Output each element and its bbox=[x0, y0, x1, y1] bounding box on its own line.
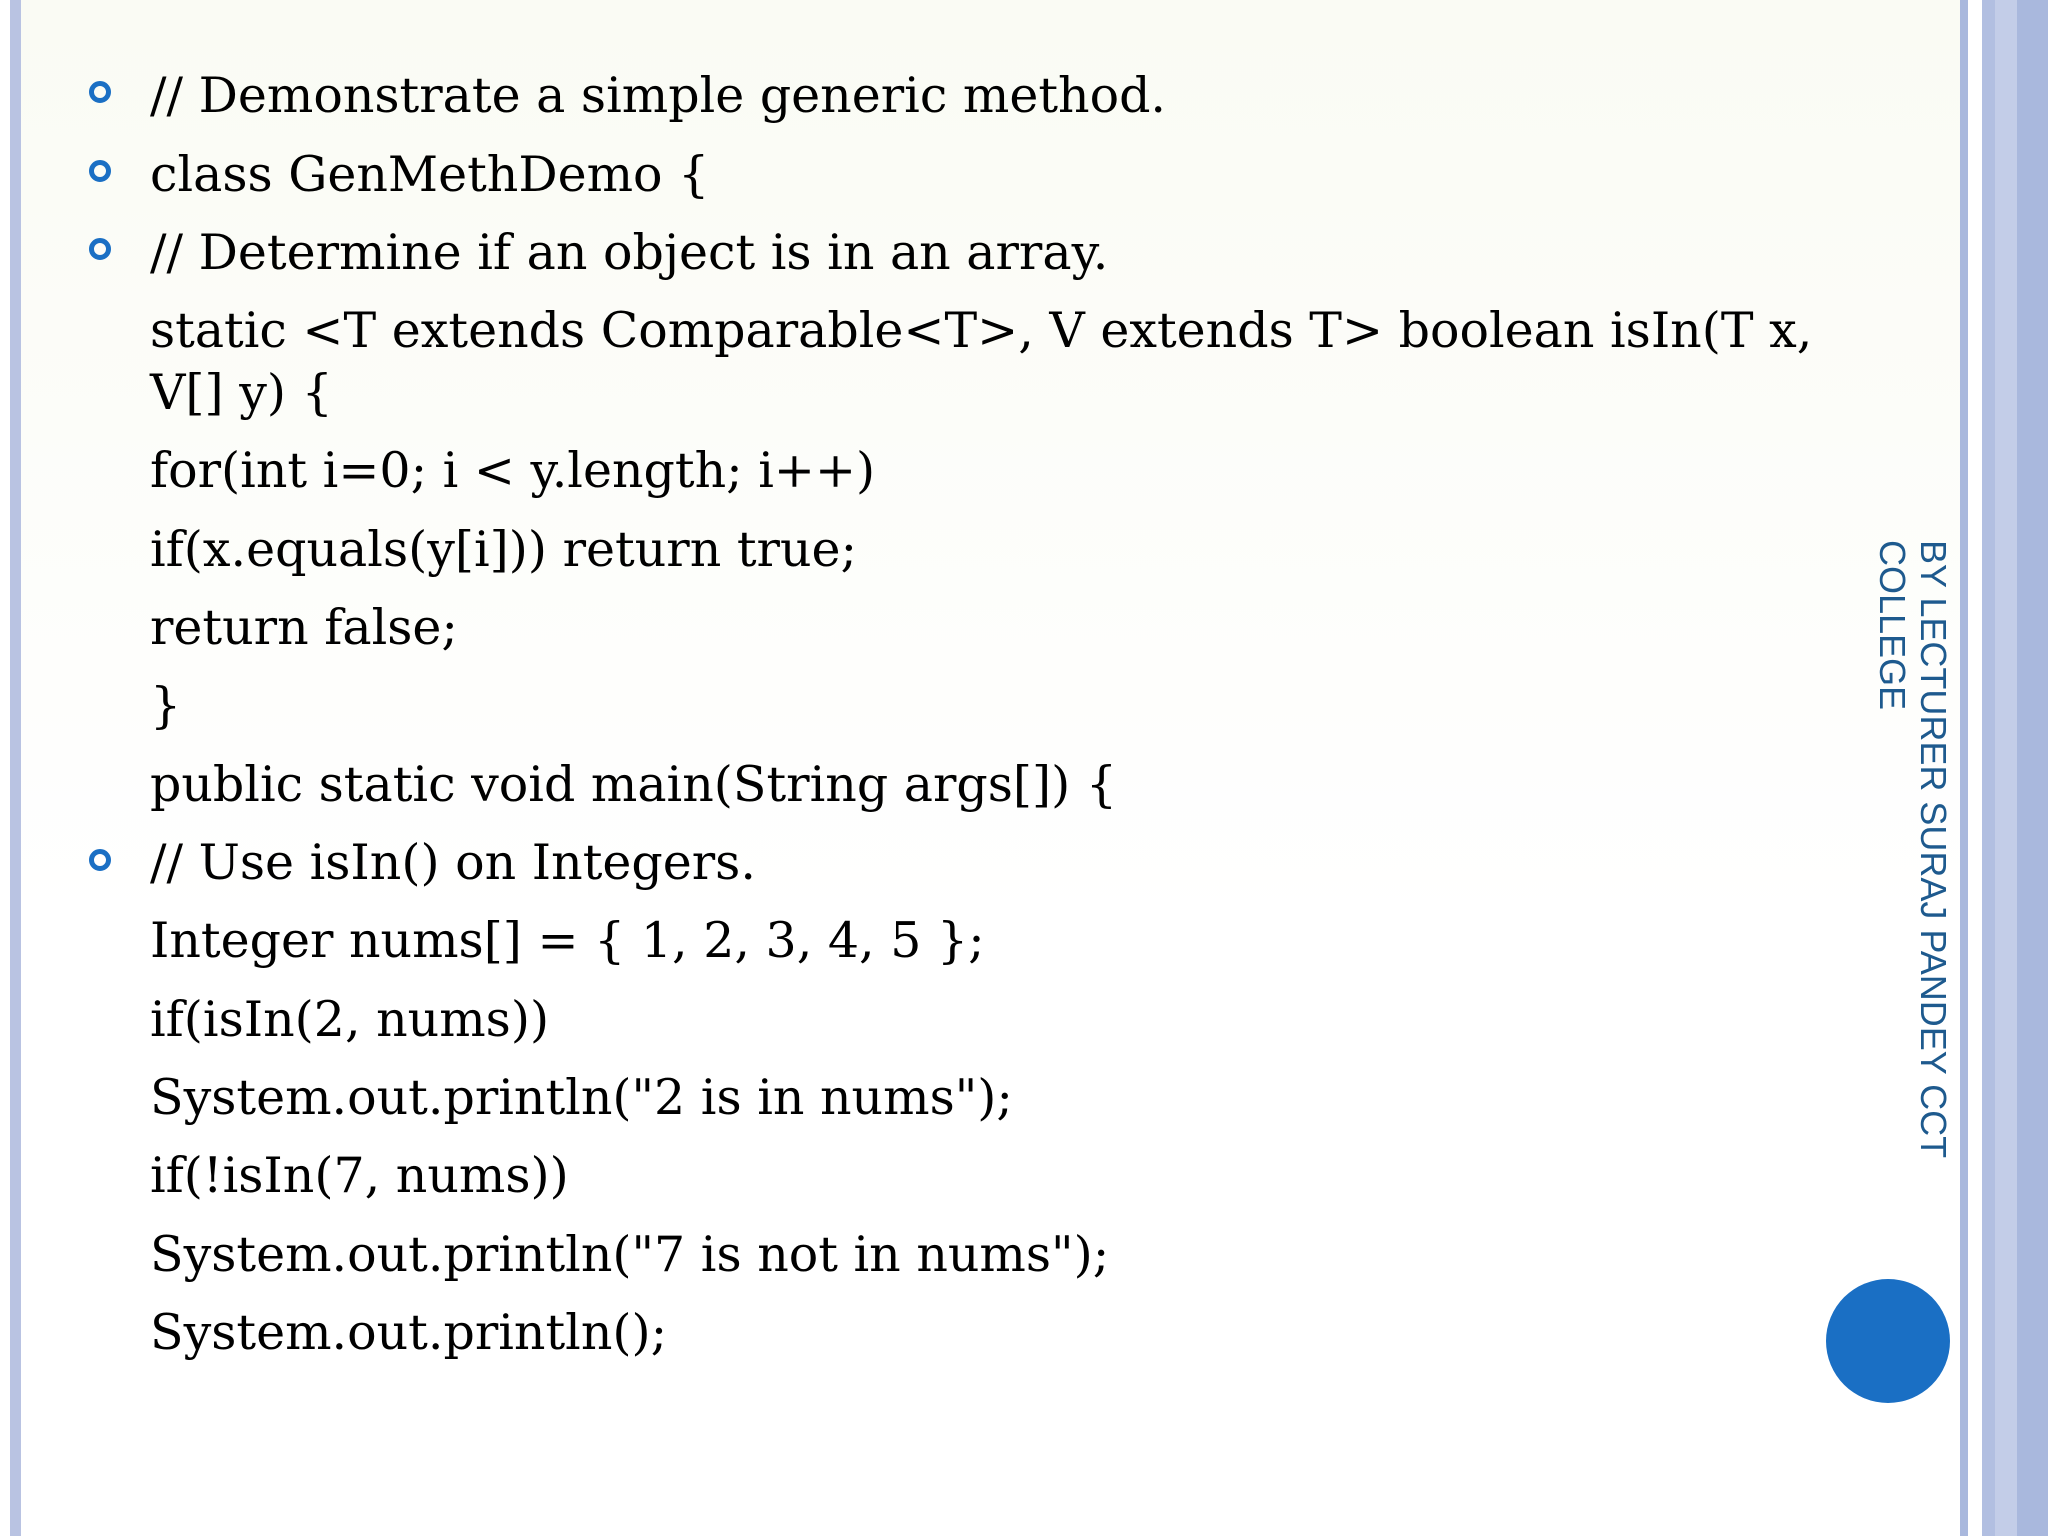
code-line: public static void main(String args[]) { bbox=[150, 756, 1118, 813]
bullet-icon bbox=[89, 238, 111, 260]
code-line: class GenMethDemo { bbox=[150, 146, 710, 203]
code-line: Integer nums[] = { 1, 2, 3, 4, 5 }; bbox=[150, 912, 985, 969]
bullet-icon bbox=[89, 160, 111, 182]
author-credit-line: COLLEGE bbox=[1872, 540, 1913, 711]
code-comment-line: // Determine if an object is in an array. bbox=[150, 224, 1109, 281]
decorative-circle-icon bbox=[1826, 1279, 1950, 1403]
code-line: System.out.println("2 is in nums"); bbox=[150, 1069, 1013, 1126]
bullet-icon bbox=[89, 849, 111, 871]
code-line: } bbox=[150, 677, 182, 734]
left-decorative-bar bbox=[10, 0, 21, 1536]
code-line: for(int i=0; i < y.length; i++) bbox=[150, 442, 876, 499]
code-comment-line: // Demonstrate a simple generic method. bbox=[150, 67, 1167, 124]
author-credit bbox=[1872, 540, 1954, 1159]
code-line: System.out.println("7 is not in nums"); bbox=[150, 1226, 1110, 1283]
code-line: if(x.equals(y[i])) return true; bbox=[150, 521, 858, 578]
code-line: V[] y) { bbox=[150, 364, 333, 421]
right-decorative-bar bbox=[1982, 0, 1995, 1536]
bullet-icon bbox=[89, 81, 111, 103]
code-line: if(!isIn(7, nums)) bbox=[150, 1147, 569, 1204]
right-decorative-bar bbox=[1960, 0, 1968, 1536]
code-line: return false; bbox=[150, 599, 458, 656]
right-decorative-bar bbox=[1995, 0, 2017, 1536]
right-bar-gap bbox=[1968, 0, 1982, 1536]
author-credit-line: BY LECTURER SURAJ PANDEY CCT bbox=[1913, 540, 1954, 1159]
code-comment-line: // Use isIn() on Integers. bbox=[150, 834, 756, 891]
code-line: System.out.println(); bbox=[150, 1304, 668, 1361]
right-decorative-bar bbox=[2017, 0, 2048, 1536]
code-line: static <T extends Comparable<T>, V extends T> boolean isIn(T x, bbox=[150, 302, 1813, 359]
code-line: if(isIn(2, nums)) bbox=[150, 991, 550, 1048]
